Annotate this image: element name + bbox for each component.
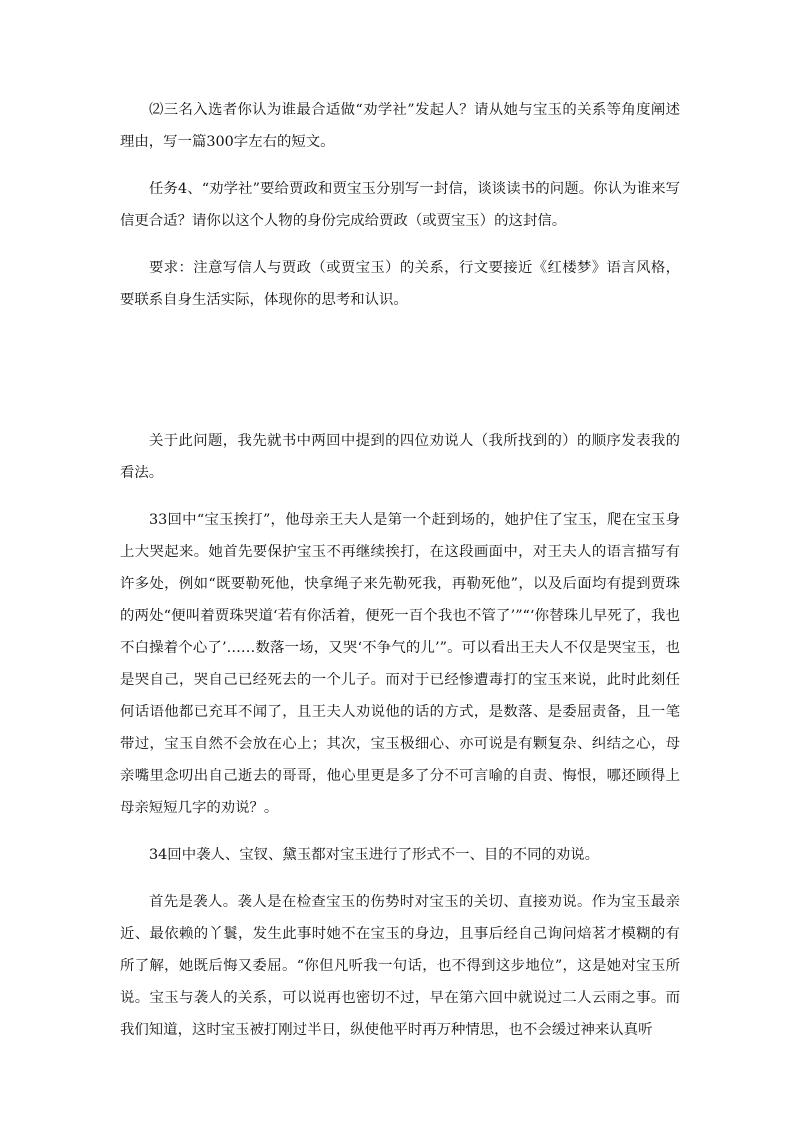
- paragraph-requirements: 要求：注意写信人与贾政（或贾宝玉）的关系，行文要接近《红楼梦》语言风格，要联系自身生活实际，体现你的思考和认识。: [120, 260, 680, 308]
- paragraph-xiren: 首先是袭人。袭人是在检查宝玉的伤势时对宝玉的关切、直接劝说。作为宝玉最亲近、最依赖的丫鬟，发生此事时她不在宝玉的身边，且事后经自己询问焙茗才模糊的有所了解，她既后悔又委屈。“你但凡听我一句话，也不得到这步地位”，这是她对宝玉所说。宝玉与袭人的关系，可以说再也密切不过，早在第六回中就说过二人云雨之事。而我们知道，这时宝玉被打刚过半日，纵使他平时再万种情思，也不会缓过神来认真听: [120, 894, 680, 1038]
- paragraph-task-4: 任务4、“劝学社”要给贾政和贾宝玉分别写一封信，谈谈读书的问题。你认为谁来写信更合适？请你以这个人物的身份完成给贾政（或贾宝玉）的这封信。: [120, 181, 680, 229]
- paragraph-chapter-34: 34回中袭人、宝钗、黛玉都对宝玉进行了形式不一、目的不同的劝说。: [149, 847, 600, 863]
- paragraph-chapter-33: 33回中“宝玉挨打”，他母亲王夫人是第一个赶到场的，她护住了宝玉，爬在宝玉身上大哭起来。她首先要保护宝玉不再继续挨打，在这段画面中，对王夫人的语言描写有许多处，例如“既要勒死他，快拿绳子来先勒死我，再勒死他”，以及后面均有提到贾珠的两处“便叫着贾珠哭道‘若有你活着，便死一百个我也不管了’”“‘你替珠儿早死了，我也不白操着个心了’……数落一场，又哭‘不争气的儿’”。可以看出王夫人不仅是哭宝玉，也是哭自己，哭自己已经死去的一个儿子。而对于已经惨遭毒打的宝玉来说，此时此刻任何话语他都已充耳不闻了，且王夫人劝说他的话的方式，是数落、是委屈责备，且一笔带过，宝玉自然不会放在心上；其次，宝玉极细心、亦可说是有颗复杂、纠结之心，母亲嘴里念叨出自己逝去的哥哥，他心里更是多了分不可言喻的自责、悔恨，哪还顾得上母亲短短几字的劝说？。: [120, 512, 680, 816]
- document-body: [120, 94, 680, 1046]
- paragraph-question-2: ⑵三名入选者你认为谁最合适做“劝学社”发起人？请从她与宝玉的关系等角度阐述理由，写一篇300字左右的短文。: [120, 102, 680, 150]
- paragraph-intro: 关于此问题，我先就书中两回中提到的四位劝说人（我所找到的）的顺序发表我的看法。: [120, 433, 680, 481]
